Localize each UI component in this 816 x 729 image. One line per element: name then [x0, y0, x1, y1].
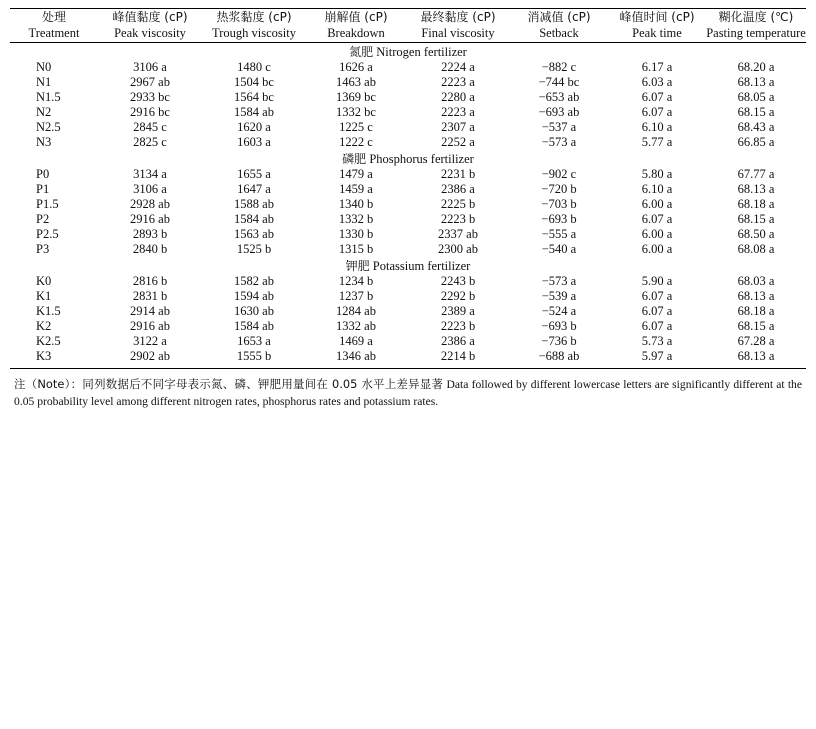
cell-breakdown: 1459 a — [339, 182, 373, 197]
column-header-treatment — [10, 9, 98, 43]
cell-final-viscosity: 2223 a — [441, 75, 475, 90]
cell-final-viscosity: 2337 ab — [438, 227, 478, 242]
table-note-en: Data followed by different lowercase letters are significantly different at the 0.05 probability level among different nitrogen rates, phosphorus rates and potassium rates. — [14, 378, 802, 409]
cell-breakdown: 1222 c — [339, 135, 373, 150]
column-header-final-viscosity-en: Final viscosity — [421, 26, 495, 41]
table-row — [10, 105, 806, 120]
cell-treatment: K2.5 — [36, 334, 61, 349]
column-header-peak-time-cn: 峰值时间 (cP) — [619, 10, 695, 24]
cell-breakdown: 1346 ab — [336, 349, 376, 364]
column-header-pasting-temperature-cn: 糊化温度 (℃) — [718, 10, 794, 24]
cell-pasting-temperature: 68.20 a — [737, 60, 775, 75]
table-row — [10, 167, 806, 182]
cell-treatment: N2.5 — [36, 120, 61, 135]
cell-peak-viscosity: 2914 ab — [130, 304, 170, 319]
cell-treatment: P2 — [36, 212, 50, 227]
cell-peak-time: 6.10 a — [641, 182, 673, 197]
cell-breakdown: 1369 bc — [336, 90, 376, 105]
cell-breakdown: 1237 b — [338, 289, 374, 304]
cell-peak-viscosity: 3122 a — [133, 334, 167, 349]
cell-setback: −573 a — [541, 135, 577, 150]
cell-treatment: P2.5 — [36, 227, 59, 242]
cell-peak-time: 6.07 a — [641, 90, 673, 105]
cell-pasting-temperature: 68.13 a — [737, 289, 775, 304]
cell-peak-time: 6.00 a — [641, 197, 673, 212]
cell-treatment: P3 — [36, 242, 50, 257]
column-header-breakdown — [306, 9, 406, 43]
cell-pasting-temperature: 68.13 a — [737, 349, 775, 364]
cell-setback: −902 c — [541, 167, 577, 182]
cell-peak-time: 5.80 a — [641, 167, 673, 182]
cell-trough-viscosity: 1647 a — [237, 182, 271, 197]
cell-pasting-temperature: 68.08 a — [737, 242, 775, 257]
cell-peak-viscosity: 2916 ab — [130, 319, 170, 334]
column-header-pasting-temperature — [706, 9, 806, 43]
cell-pasting-temperature: 66.85 a — [737, 135, 775, 150]
cell-peak-time: 6.17 a — [641, 60, 673, 75]
section-header-phosphorus — [10, 150, 806, 167]
cell-peak-viscosity: 3134 a — [133, 167, 167, 182]
cell-setback: −688 ab — [538, 349, 580, 364]
cell-final-viscosity: 2292 b — [440, 289, 476, 304]
cell-pasting-temperature: 68.03 a — [737, 274, 775, 289]
cell-trough-viscosity: 1584 ab — [234, 212, 274, 227]
cell-setback: −539 a — [541, 289, 577, 304]
cell-treatment: K1.5 — [36, 304, 61, 319]
cell-trough-viscosity: 1603 a — [237, 135, 271, 150]
cell-setback: −693 b — [541, 319, 577, 334]
table-row — [10, 334, 806, 349]
cell-final-viscosity: 2223 b — [440, 212, 476, 227]
column-header-setback-cn: 消减值 (cP) — [527, 10, 591, 24]
cell-treatment: P0 — [36, 167, 50, 182]
cell-peak-viscosity: 2928 ab — [130, 197, 170, 212]
cell-final-viscosity: 2243 b — [440, 274, 476, 289]
cell-peak-viscosity: 2825 c — [133, 135, 167, 150]
cell-final-viscosity: 2224 a — [441, 60, 475, 75]
cell-peak-viscosity: 2967 ab — [130, 75, 170, 90]
cell-peak-time: 6.07 a — [641, 212, 673, 227]
cell-setback: −744 bc — [538, 75, 580, 90]
cell-treatment: P1 — [36, 182, 50, 197]
cell-peak-viscosity: 2933 bc — [130, 90, 170, 105]
table-page — [0, 8, 816, 729]
cell-trough-viscosity: 1504 bc — [234, 75, 274, 90]
cell-peak-time: 6.07 a — [641, 289, 673, 304]
cell-peak-time: 6.07 a — [641, 304, 673, 319]
cell-peak-viscosity: 3106 a — [133, 60, 167, 75]
cell-breakdown: 1332 b — [338, 212, 374, 227]
table-note-cn: 注（Note）：同列数据后不同字母表示氮、磷、钾肥用量间在 0.05 水平上差异显著 — [14, 377, 444, 392]
cell-setback: −703 b — [541, 197, 577, 212]
cell-treatment: N1.5 — [36, 90, 61, 105]
cell-breakdown: 1340 b — [338, 197, 374, 212]
cell-setback: −573 a — [541, 274, 577, 289]
cell-setback: −555 a — [541, 227, 577, 242]
column-header-setback — [510, 9, 608, 43]
column-header-peak-viscosity-en: Peak viscosity — [114, 26, 186, 41]
cell-final-viscosity: 2223 b — [440, 319, 476, 334]
cell-pasting-temperature: 68.13 a — [737, 75, 775, 90]
cell-pasting-temperature: 68.50 a — [737, 227, 775, 242]
table-header-row — [10, 9, 806, 43]
cell-pasting-temperature: 68.18 a — [737, 304, 775, 319]
cell-breakdown: 1330 b — [338, 227, 374, 242]
column-header-treatment-cn: 处理 — [41, 10, 66, 24]
cell-setback: −537 a — [541, 120, 577, 135]
section-header-nitrogen-en: Nitrogen fertilizer — [376, 45, 467, 60]
cell-treatment: K3 — [36, 349, 52, 364]
cell-peak-time: 6.10 a — [641, 120, 673, 135]
section-header-phosphorus-en: Phosphorus fertilizer — [369, 152, 474, 167]
table-row — [10, 274, 806, 289]
cell-breakdown: 1284 ab — [336, 304, 376, 319]
cell-trough-viscosity: 1620 a — [237, 120, 271, 135]
table-row — [10, 304, 806, 319]
cell-trough-viscosity: 1630 ab — [234, 304, 274, 319]
column-header-peak-time-en: Peak time — [632, 26, 682, 41]
section-header-potassium — [10, 257, 806, 274]
cell-final-viscosity: 2214 b — [440, 349, 476, 364]
table-row — [10, 90, 806, 105]
cell-final-viscosity: 2223 a — [441, 105, 475, 120]
cell-setback: −540 a — [541, 242, 577, 257]
table-row — [10, 135, 806, 150]
cell-trough-viscosity: 1588 ab — [234, 197, 274, 212]
cell-peak-viscosity: 2916 bc — [130, 105, 170, 120]
table-row — [10, 242, 806, 257]
cell-peak-viscosity: 2893 b — [132, 227, 168, 242]
cell-treatment: N0 — [36, 60, 52, 75]
cell-peak-time: 5.97 a — [641, 349, 673, 364]
cell-setback: −720 b — [541, 182, 577, 197]
table-note — [14, 376, 802, 411]
cell-pasting-temperature: 67.77 a — [737, 167, 775, 182]
cell-setback: −693 ab — [538, 105, 580, 120]
cell-trough-viscosity: 1525 b — [236, 242, 272, 257]
column-header-breakdown-en: Breakdown — [327, 26, 385, 41]
cell-peak-viscosity: 3106 a — [133, 182, 167, 197]
cell-peak-time: 6.00 a — [641, 242, 673, 257]
cell-setback: −653 ab — [538, 90, 580, 105]
cell-peak-time: 5.77 a — [641, 135, 673, 150]
cell-breakdown: 1469 a — [339, 334, 373, 349]
cell-peak-time: 6.00 a — [641, 227, 673, 242]
cell-trough-viscosity: 1564 bc — [234, 90, 274, 105]
cell-treatment: N3 — [36, 135, 52, 150]
cell-pasting-temperature: 68.13 a — [737, 182, 775, 197]
cell-pasting-temperature: 68.15 a — [737, 105, 775, 120]
cell-final-viscosity: 2300 ab — [438, 242, 478, 257]
cell-peak-viscosity: 2831 b — [132, 289, 168, 304]
cell-trough-viscosity: 1594 ab — [234, 289, 274, 304]
cell-peak-time: 6.03 a — [641, 75, 673, 90]
cell-peak-viscosity: 2902 ab — [130, 349, 170, 364]
cell-setback: −736 b — [541, 334, 577, 349]
cell-final-viscosity: 2307 a — [441, 120, 475, 135]
cell-breakdown: 1332 ab — [336, 319, 376, 334]
cell-pasting-temperature: 68.18 a — [737, 197, 775, 212]
cell-treatment: K2 — [36, 319, 52, 334]
section-header-potassium-cn: 钾肥 — [345, 259, 370, 274]
cell-peak-viscosity: 2845 c — [133, 120, 167, 135]
cell-final-viscosity: 2225 b — [440, 197, 476, 212]
cell-treatment: P1.5 — [36, 197, 59, 212]
cell-treatment: K1 — [36, 289, 52, 304]
cell-breakdown: 1463 ab — [336, 75, 376, 90]
column-header-breakdown-cn: 崩解值 (cP) — [324, 10, 388, 24]
table-row — [10, 197, 806, 212]
column-header-peak-time — [608, 9, 706, 43]
cell-peak-time: 6.07 a — [641, 319, 673, 334]
column-header-treatment-en: Treatment — [28, 26, 80, 41]
cell-breakdown: 1315 b — [338, 242, 374, 257]
cell-trough-viscosity: 1480 c — [237, 60, 271, 75]
rule-bottom — [10, 369, 806, 370]
table-row — [10, 349, 806, 364]
column-header-trough-viscosity — [202, 9, 306, 43]
cell-peak-viscosity: 2916 ab — [130, 212, 170, 227]
cell-peak-viscosity: 2840 b — [132, 242, 168, 257]
cell-trough-viscosity: 1584 ab — [234, 319, 274, 334]
cell-final-viscosity: 2389 a — [441, 304, 475, 319]
table-body — [10, 9, 806, 370]
column-header-setback-en: Setback — [539, 26, 579, 41]
cell-breakdown: 1479 a — [339, 167, 373, 182]
column-header-peak-viscosity — [98, 9, 202, 43]
cell-treatment: K0 — [36, 274, 52, 289]
cell-treatment: N2 — [36, 105, 52, 120]
table-row — [10, 319, 806, 334]
cell-final-viscosity: 2386 a — [441, 334, 475, 349]
column-header-pasting-temperature-en: Pasting temperature — [706, 26, 806, 41]
table-row — [10, 182, 806, 197]
cell-final-viscosity: 2386 a — [441, 182, 475, 197]
cell-trough-viscosity: 1655 a — [237, 167, 271, 182]
cell-final-viscosity: 2280 a — [441, 90, 475, 105]
cell-peak-time: 5.90 a — [641, 274, 673, 289]
cell-breakdown: 1332 bc — [336, 105, 376, 120]
cell-trough-viscosity: 1582 ab — [234, 274, 274, 289]
section-header-phosphorus-cn: 磷肥 — [342, 152, 367, 167]
section-header-nitrogen-cn: 氮肥 — [349, 45, 374, 60]
cell-trough-viscosity: 1653 a — [237, 334, 271, 349]
column-header-peak-viscosity-cn: 峰值黏度 (cP) — [112, 10, 188, 24]
table-row — [10, 289, 806, 304]
cell-final-viscosity: 2252 a — [441, 135, 475, 150]
cell-treatment: N1 — [36, 75, 52, 90]
cell-setback: −882 c — [541, 60, 577, 75]
cell-trough-viscosity: 1563 ab — [234, 227, 274, 242]
cell-breakdown: 1234 b — [338, 274, 374, 289]
cell-pasting-temperature: 68.43 a — [737, 120, 775, 135]
cell-pasting-temperature: 68.15 a — [737, 319, 775, 334]
cell-pasting-temperature: 67.28 a — [737, 334, 775, 349]
column-header-final-viscosity — [406, 9, 510, 43]
column-header-trough-viscosity-cn: 热浆黏度 (cP) — [216, 10, 292, 24]
column-header-final-viscosity-cn: 最终黏度 (cP) — [420, 10, 496, 24]
section-header-potassium-en: Potassium fertilizer — [372, 259, 471, 274]
column-header-trough-viscosity-en: Trough viscosity — [212, 26, 296, 41]
table-row — [10, 120, 806, 135]
table-row — [10, 212, 806, 227]
cell-setback: −524 a — [541, 304, 577, 319]
cell-setback: −693 b — [541, 212, 577, 227]
table-row — [10, 75, 806, 90]
cell-trough-viscosity: 1584 ab — [234, 105, 274, 120]
cell-breakdown: 1225 c — [339, 120, 373, 135]
cell-peak-time: 5.73 a — [641, 334, 673, 349]
cell-peak-viscosity: 2816 b — [132, 274, 168, 289]
table-row — [10, 60, 806, 75]
cell-final-viscosity: 2231 b — [440, 167, 476, 182]
cell-pasting-temperature: 68.15 a — [737, 212, 775, 227]
pasting-properties-table — [10, 8, 806, 369]
cell-trough-viscosity: 1555 b — [236, 349, 272, 364]
table-row — [10, 227, 806, 242]
cell-breakdown: 1626 a — [339, 60, 373, 75]
cell-peak-time: 6.07 a — [641, 105, 673, 120]
cell-pasting-temperature: 68.05 a — [737, 90, 775, 105]
section-header-nitrogen — [10, 43, 806, 60]
